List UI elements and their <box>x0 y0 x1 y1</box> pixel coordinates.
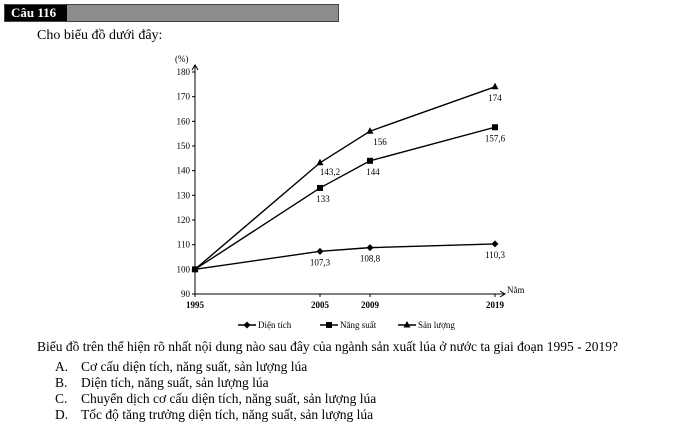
x-tick-label: 2019 <box>486 300 504 310</box>
data-point <box>367 244 374 251</box>
data-point <box>492 124 498 130</box>
data-label: 133 <box>316 193 330 204</box>
option-a[interactable] <box>55 359 376 375</box>
data-point <box>492 83 499 90</box>
legend-marker <box>326 322 332 328</box>
legend-marker <box>404 321 411 328</box>
data-label: 110,3 <box>485 249 505 260</box>
legend-label: Diện tích <box>258 320 292 330</box>
question-number: Câu 116 <box>5 5 67 21</box>
x-tick-label: 2009 <box>361 300 379 310</box>
legend-label: Sản lượng <box>418 320 455 330</box>
y-tick-label: 160 <box>176 116 190 127</box>
y-tick-label: 110 <box>176 239 190 250</box>
question-header <box>4 4 339 22</box>
data-label: 107,3 <box>309 257 331 268</box>
chart-svg <box>160 48 540 338</box>
y-tick-label: 170 <box>176 91 190 102</box>
x-tick-label: 2005 <box>311 300 329 310</box>
data-label: 157,6 <box>484 133 506 144</box>
data-label: 108,8 <box>359 253 381 264</box>
question-intro: Cho biểu đồ dưới đây: <box>37 28 163 43</box>
question-prompt: Biểu đồ trên thể hiện rõ nhất nội dung nào sau đây của ngành sản xuất lúa ở nước ta giai đoạn 1995 - 2019? <box>37 339 618 354</box>
option-letter: B. <box>55 375 68 390</box>
option-text: Cơ cấu diện tích, năng suất, sản lượng lúa <box>81 359 308 374</box>
option-text: Diện tích, năng suất, sản lượng lúa <box>81 375 269 390</box>
legend-label: Năng suất <box>340 320 377 330</box>
data-label: 156 <box>373 137 387 148</box>
data-label: 174 <box>488 92 502 103</box>
option-letter: A. <box>55 359 69 374</box>
option-text: Chuyển dịch cơ cấu diện tích, năng suất, sản lượng lúa <box>81 391 377 406</box>
y-tick-label: 130 <box>176 190 190 201</box>
y-tick-label: 100 <box>176 264 190 275</box>
answer-options <box>55 359 376 423</box>
data-point <box>317 185 323 191</box>
series-line <box>195 87 495 270</box>
x-axis-label: Năm <box>507 285 525 295</box>
data-label: 143,2 <box>319 166 341 177</box>
x-tick-label: 1995 <box>186 300 204 310</box>
option-c[interactable] <box>55 391 376 407</box>
data-point <box>367 158 373 164</box>
y-tick-label: 120 <box>176 215 190 225</box>
series-line <box>195 244 495 269</box>
option-text: Tốc độ tăng trưởng diện tích, năng suất, sản lượng lúa <box>81 407 374 422</box>
option-letter: D. <box>55 407 69 422</box>
option-d[interactable] <box>55 407 376 423</box>
option-letter: C. <box>55 391 68 406</box>
y-axis-label: (%) <box>175 54 189 64</box>
data-label: 144 <box>366 166 380 177</box>
data-point <box>317 248 324 255</box>
y-tick-label: 90 <box>181 289 190 299</box>
header-bar <box>67 5 338 21</box>
data-point <box>492 240 499 247</box>
option-b[interactable] <box>55 375 376 391</box>
series-line <box>195 127 495 269</box>
y-tick-label: 180 <box>176 67 190 77</box>
y-tick-label: 150 <box>176 141 190 151</box>
line-chart <box>160 48 540 338</box>
y-tick-label: 140 <box>176 165 190 176</box>
legend-marker <box>244 322 251 329</box>
